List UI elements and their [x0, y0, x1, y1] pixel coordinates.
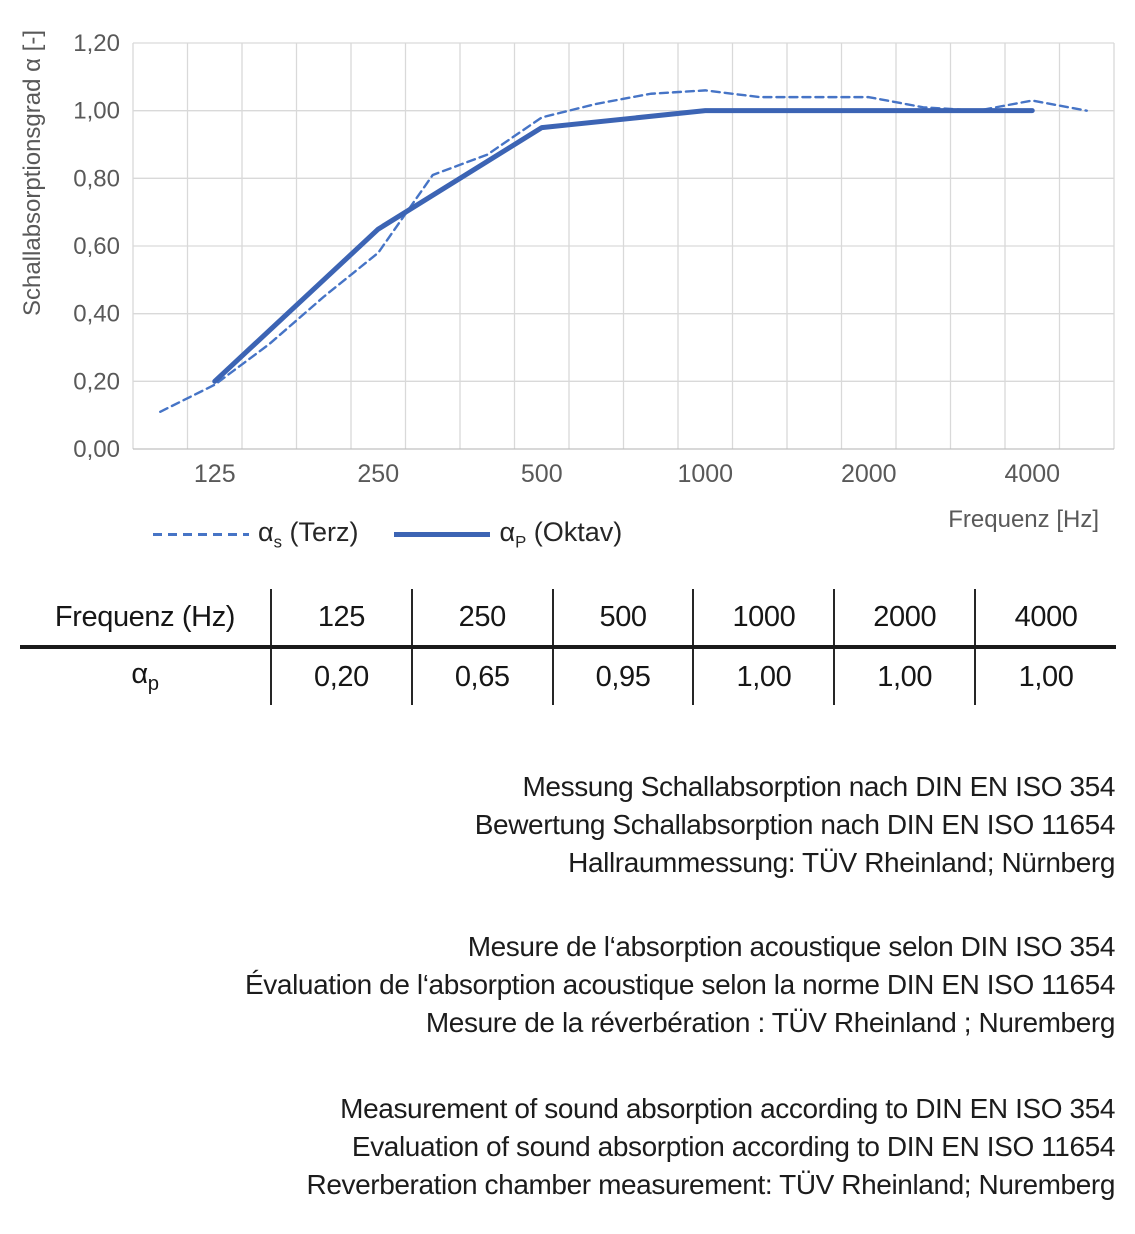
table-header-row — [20, 589, 1116, 647]
gridlines — [133, 43, 1114, 449]
note-french-line: Évaluation de l‘absorption acoustique selon la norme DIN EN ISO 11654 — [245, 969, 1115, 1000]
table-value-cell: 0,65 — [412, 647, 553, 705]
y-tick-label: 0,00 — [73, 436, 120, 463]
table-header-col: 125 — [271, 589, 412, 647]
note-french-line: Mesure de la réverbération : TÜV Rheinland ; Nuremberg — [425, 1007, 1115, 1038]
x-tick-label: 2000 — [840, 460, 897, 488]
note-french-line: Mesure de l‘absorption acoustique selon DIN ISO 354 — [467, 931, 1115, 962]
chart-legend — [153, 517, 622, 552]
absorption-table — [20, 589, 1116, 705]
note-english-line: Reverberation chamber measurement: TÜV Rheinland; Nuremberg — [306, 1169, 1115, 1200]
note-english — [307, 1090, 1116, 1204]
table-header-col: 4000 — [975, 589, 1116, 647]
table-header-col: 1000 — [693, 589, 834, 647]
note-english-line: Evaluation of sound absorption according to DIN EN ISO 11654 — [351, 1131, 1115, 1162]
absorption-chart — [0, 0, 1135, 500]
x-tick-label: 1000 — [677, 460, 734, 488]
y-axis-title: Schallabsorptionsgrad α [-] — [19, 29, 46, 317]
y-tick-label: 1,20 — [73, 30, 120, 57]
x-tick-label: 4000 — [1004, 460, 1061, 488]
table-header-frequency: Frequenz (Hz) — [20, 589, 271, 647]
y-tick-label: 1,00 — [73, 97, 120, 125]
legend-label-oktav: $\alpha_P$ (Oktav) — [499, 517, 623, 552]
dashed-line-sample-icon — [153, 533, 249, 536]
note-german-line: Hallraummessung: TÜV Rheinland; Nürnberg — [568, 847, 1115, 878]
x-tick-label: 500 — [520, 460, 563, 488]
table-values-row — [20, 647, 1116, 705]
note-english-line: Measurement of sound absorption according to DIN EN ISO 354 — [340, 1093, 1115, 1124]
legend-item-oktav — [394, 517, 622, 552]
note-german-line: Messung Schallabsorption nach DIN EN ISO 354 — [522, 771, 1115, 802]
x-tick-label: 250 — [357, 460, 400, 488]
note-german — [475, 768, 1115, 882]
x-axis-title: Frequenz [Hz] — [948, 506, 1099, 533]
legend-label-terz: $\alpha_s$ (Terz) — [258, 517, 359, 552]
y-tick-label: 0,60 — [73, 233, 120, 260]
table-value-cell: 1,00 — [834, 647, 975, 705]
note-french — [245, 928, 1115, 1042]
table-value-cell: 0,20 — [271, 647, 412, 705]
table-value-cell: 1,00 — [693, 647, 834, 705]
table-header-col: 2000 — [834, 589, 975, 647]
note-german-line: Bewertung Schallabsorption nach DIN EN ISO 11654 — [474, 809, 1115, 840]
table-header-col: 500 — [553, 589, 694, 647]
table-header-col: 250 — [412, 589, 553, 647]
x-tick-label: 125 — [193, 460, 236, 488]
table-value-cell: 1,00 — [975, 647, 1116, 705]
table-row-label-alpha-p: $\alpha_p$ — [131, 658, 159, 695]
legend-item-terz — [153, 517, 358, 552]
y-tick-label: 0,20 — [73, 368, 120, 396]
solid-line-sample-icon — [394, 532, 490, 537]
y-tick-label: 0,80 — [73, 165, 120, 193]
y-tick-label: 0,40 — [73, 300, 120, 328]
table-value-cell: 0,95 — [553, 647, 694, 705]
